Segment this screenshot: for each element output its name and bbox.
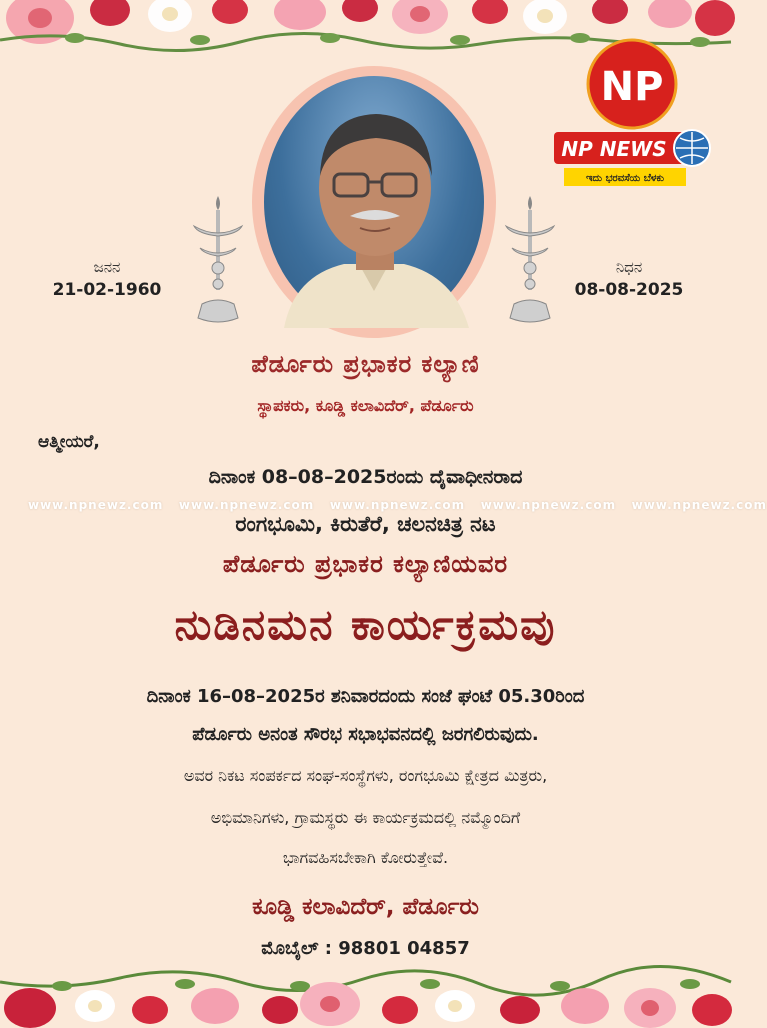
watermark-text: www.npnewz.com xyxy=(28,498,164,512)
body-line-8: ಭಾಗವಹಿಸಬೇಕಾಗಿ ಕೋರುತ್ತೇವೆ. xyxy=(282,848,449,867)
logo-title: NP NEWS xyxy=(561,137,667,161)
watermark-row xyxy=(28,498,767,512)
death-date-block xyxy=(564,258,694,300)
person-subtitle: ಸ್ಥಾಪಕರು, ಕೂಡ್ಡಿ ಕಲಾವಿದೆರ್, ಪೆರ್ಡೂರು xyxy=(257,396,474,415)
person-name: ಪೆರ್ಡೂರು ಪ್ರಭಾಕರ ಕಲ್ಯಾಣಿ xyxy=(251,350,480,378)
birth-date: 21-02-1960 xyxy=(52,280,162,300)
body-line-1: ದಿನಾಂಕ 08–08–2025ರಂದು ದೈವಾಧೀನರಾದ xyxy=(208,466,523,488)
watermark-text: www.npnewz.com xyxy=(631,498,767,512)
watermark-text: www.npnewz.com xyxy=(178,498,315,512)
birth-label: ಜನನ xyxy=(93,258,121,276)
body-line-6: ಅವರ ನಿಕಟ ಸಂಪರ್ಕದ ಸಂಘ-ಸಂಸ್ಥೆಗಳು, ರಂಗಭೂಮಿ ಕ್ಷೇತ್ರದ ಮಿತ್ರರು, xyxy=(183,766,548,785)
mobile-number: ಮೊಬೈಲ್ : 98801 04857 xyxy=(261,938,470,959)
death-date: 08-08-2025 xyxy=(574,280,684,300)
greeting: ಆತ್ಮೀಯರೆ, xyxy=(38,432,100,452)
floral-border-bottom xyxy=(0,964,731,1024)
oil-lamp-icon xyxy=(500,196,560,326)
event-heading: ನುಡಿನಮನ ಕಾರ್ಯಕ್ರಮವು xyxy=(174,600,557,649)
birth-date-block xyxy=(42,258,172,300)
body-line-4: ದಿನಾಂಕ 16–08–2025ರ ಶನಿವಾರದಂದು ಸಂಜೆ ಘಂಟೆ 05.30ರಿಂದ xyxy=(146,686,585,707)
logo-monogram: NP xyxy=(600,64,664,110)
logo-tagline: ಇದು ಭರವಸೆಯ ಬೆಳಕು xyxy=(585,173,665,184)
watermark-text: www.npnewz.com xyxy=(480,498,617,512)
watermark-text: www.npnewz.com xyxy=(329,498,466,512)
np-news-logo xyxy=(552,36,722,206)
death-label: ನಿಧನ xyxy=(615,258,643,276)
body-line-7: ಅಭಿಮಾನಿಗಳು, ಗ್ರಾಮಸ್ಥರು ಈ ಕಾರ್ಯಕ್ರಮದಲ್ಲಿ ನಮ್ಮೊಂದಿಗೆ xyxy=(210,808,521,827)
body-line-5: ಪೆರ್ಡೂರು ಅನಂತ ಸೌರಭ ಸಭಾಭವನದಲ್ಲಿ ಜರಗಲಿರುವುದು. xyxy=(192,724,539,745)
oil-lamp-icon xyxy=(188,196,248,326)
portrait-photo xyxy=(264,76,484,328)
body-line-3: ಪೆರ್ಡೂರು ಪ್ರಭಾಕರ ಕಲ್ಯಾಣಿಯವರ xyxy=(222,550,509,578)
organizer-name: ಕೂಡ್ಡಿ ಕಲಾವಿದೆರ್, ಪೆರ್ಡೂರು xyxy=(252,894,479,920)
body-line-2: ರಂಗಭೂಮಿ, ಕಿರುತೆರೆ, ಚಲನಚಿತ್ರ ನಟ xyxy=(235,512,496,536)
